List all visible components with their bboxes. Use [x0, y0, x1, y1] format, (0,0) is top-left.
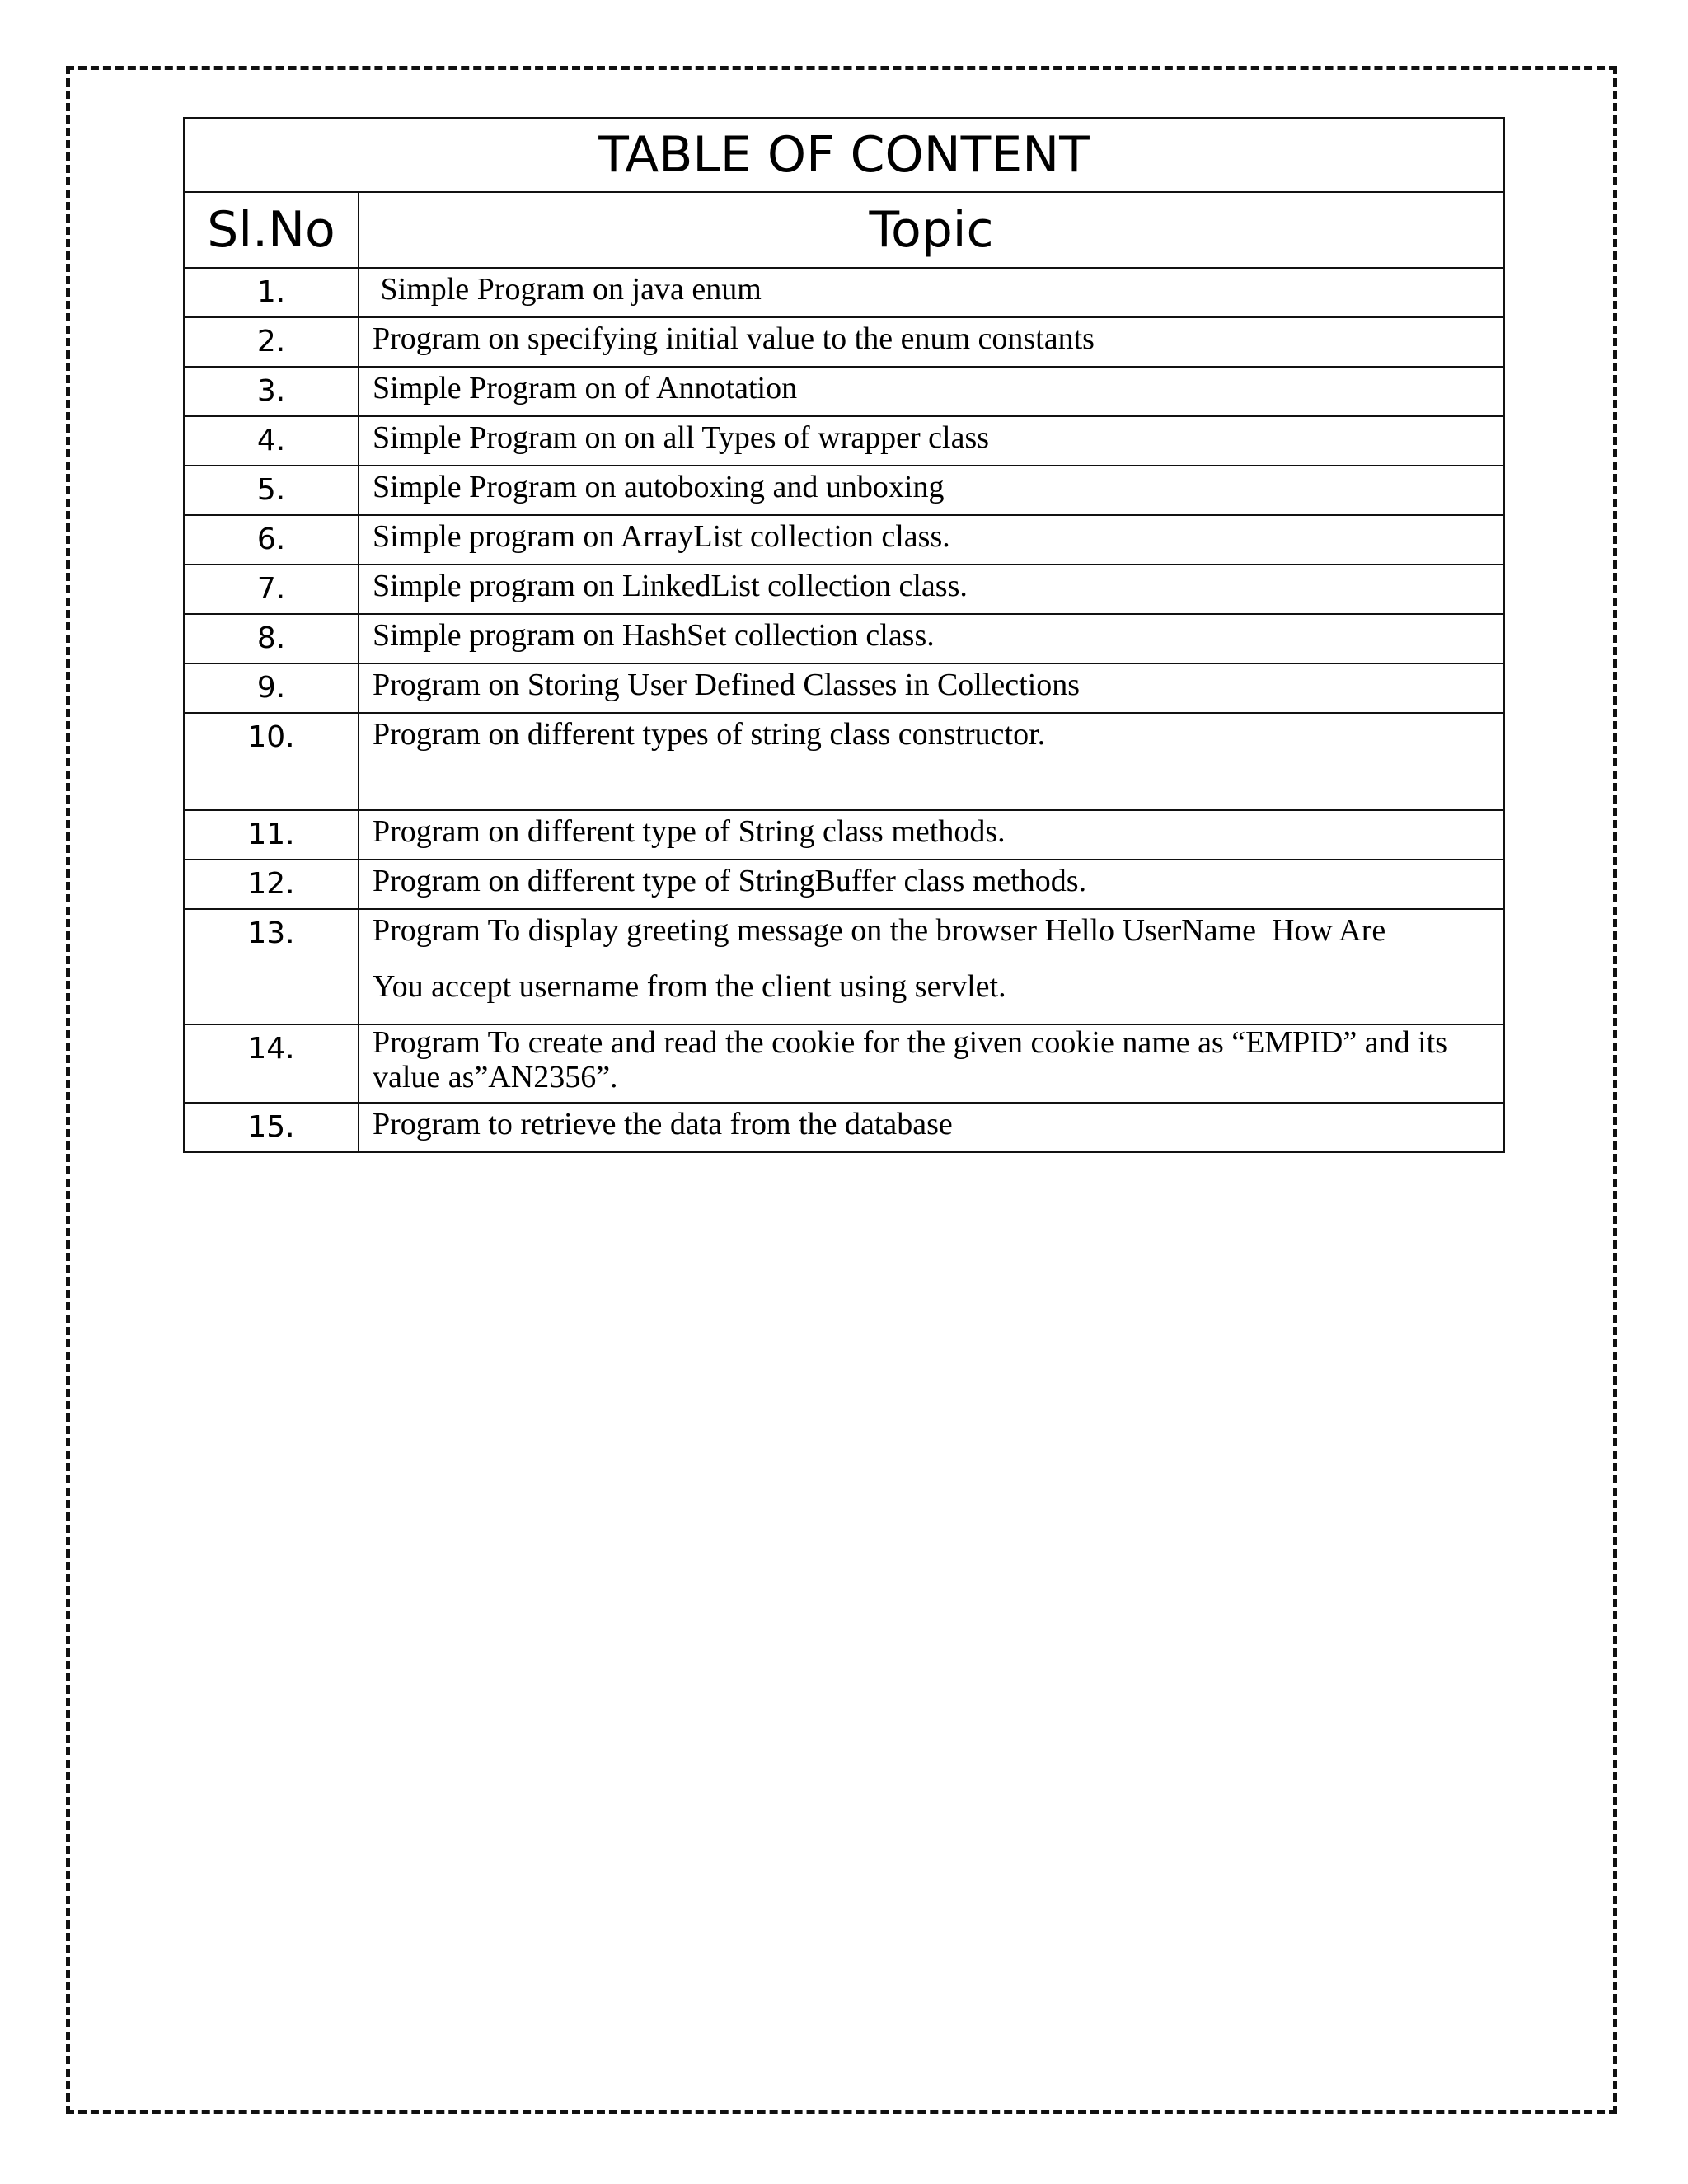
table-row	[184, 515, 1504, 565]
table-row	[184, 860, 1504, 909]
row-number: 12.	[184, 860, 359, 909]
row-topic: Program on Storing User Defined Classes in Collections	[359, 663, 1504, 713]
table-row	[184, 1103, 1504, 1152]
table-row	[184, 713, 1504, 810]
row-number: 6.	[184, 515, 359, 565]
row-number: 2.	[184, 317, 359, 367]
table-row	[184, 416, 1504, 466]
row-number: 9.	[184, 663, 359, 713]
row-topic-line-2: You accept username from the client using servlet.	[373, 969, 1006, 1004]
table-row	[184, 1024, 1504, 1103]
table-row	[184, 268, 1504, 317]
row-number: 14.	[184, 1024, 359, 1103]
row-topic: Simple Program on autoboxing and unboxing	[359, 466, 1504, 515]
row-topic: Simple program on ArrayList collection class.	[359, 515, 1504, 565]
table-of-contents	[183, 117, 1505, 1153]
row-number: 4.	[184, 416, 359, 466]
row-number: 15.	[184, 1103, 359, 1152]
table-row	[184, 565, 1504, 614]
column-header-sl-no: Sl.No	[184, 192, 359, 268]
row-topic: Program To create and read the cookie for the given cookie name as “EMPID” and its value as”AN2356”.	[359, 1024, 1504, 1103]
row-topic: Program to retrieve the data from the database	[359, 1103, 1504, 1152]
row-number: 11.	[184, 810, 359, 860]
row-number: 13.	[184, 909, 359, 1024]
row-topic	[359, 909, 1504, 1024]
row-topic: Program on different types of string class constructor.	[359, 713, 1504, 810]
row-number: 8.	[184, 614, 359, 663]
table-row	[184, 909, 1504, 1024]
row-topic: Simple Program on of Annotation	[359, 367, 1504, 416]
row-topic: Simple program on LinkedList collection class.	[359, 565, 1504, 614]
table-row	[184, 466, 1504, 515]
table-row	[184, 810, 1504, 860]
row-number: 5.	[184, 466, 359, 515]
row-topic-line-1: Program To display greeting message on the browser Hello UserName How Are	[373, 913, 1386, 948]
row-topic: Simple program on HashSet collection class.	[359, 614, 1504, 663]
row-number: 1.	[184, 268, 359, 317]
row-topic: Simple Program on java enum	[359, 268, 1504, 317]
row-number: 3.	[184, 367, 359, 416]
row-topic: Program on different type of String class methods.	[359, 810, 1504, 860]
table-row	[184, 317, 1504, 367]
table-row	[184, 367, 1504, 416]
table-row	[184, 663, 1504, 713]
row-topic: Program on different type of StringBuffer class methods.	[359, 860, 1504, 909]
table-title: TABLE OF CONTENT	[184, 118, 1504, 192]
row-topic: Simple Program on on all Types of wrapper class	[359, 416, 1504, 466]
row-number: 10.	[184, 713, 359, 810]
table-row	[184, 614, 1504, 663]
row-topic: Program on specifying initial value to the enum constants	[359, 317, 1504, 367]
column-header-topic: Topic	[359, 192, 1504, 268]
row-number: 7.	[184, 565, 359, 614]
